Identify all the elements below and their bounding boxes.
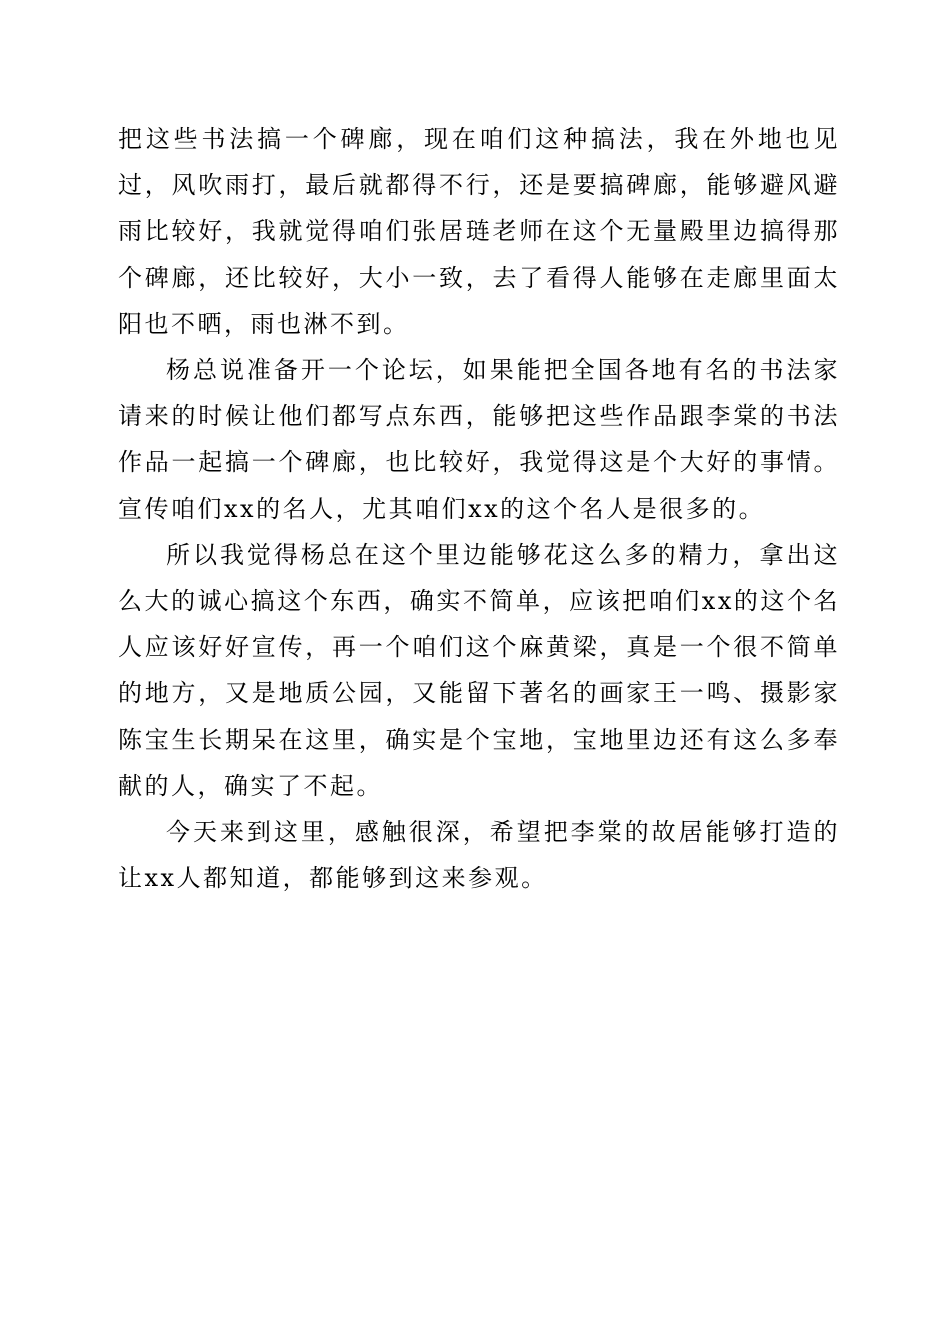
- paragraph-3: 所以我觉得杨总在这个里边能够花这么多的精力，拿出这么大的诚心搞这个东西，确实不简单，应该把咱们xx的这个名人应该好好宣传，再一个咱们这个麻黄梁，真是一个很不简单的地方，又是地质公园，又能留下著名的画家王一鸣、摄影家陈宝生长期呆在这里，确实是个宝地，宝地里边还有这么多奉献的人，确实了不起。: [118, 540, 840, 800]
- paragraph-2: 杨总说准备开一个论坛，如果能把全国各地有名的书法家请来的时候让他们都写点东西，能够把这些作品跟李棠的书法作品一起搞一个碑廊，也比较好，我觉得这是个大好的事情。宣传咱们xx的名人，尤其咱们xx的这个名人是很多的。: [118, 356, 840, 523]
- paragraph-1: 把这些书法搞一个碑廊，现在咱们这种搞法，我在外地也见过，风吹雨打，最后就都得不行，还是要搞碑廊，能够避风避雨比较好，我就觉得咱们张居琏老师在这个无量殿里边搞得那个碑廊，还比较好，大小一致，去了看得人能够在走廊里面太阳也不晒，雨也淋不到。: [118, 125, 840, 338]
- paragraph-4: 今天来到这里，感触很深，希望把李棠的故居能够打造的让xx人都知道，都能够到这来参观。: [118, 818, 840, 893]
- document-body: [118, 116, 840, 901]
